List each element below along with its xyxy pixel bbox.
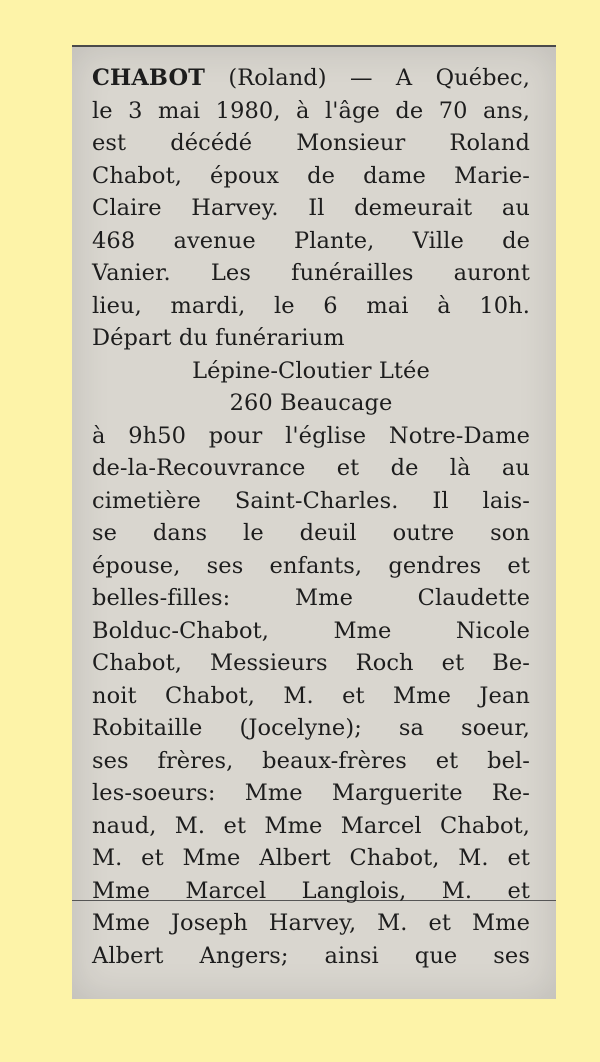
text-line: à 9h50 pour l'église Notre-Dame — [92, 422, 530, 449]
text-line: ses frères, beaux-frères et bel- — [92, 747, 530, 774]
text-line: Chabot, Messieurs Roch et Be- — [92, 650, 530, 676]
text-line: belles-filles: Mme Claudette — [92, 585, 530, 611]
text-line: Robitaille (Jocelyne); sa soeur, — [92, 715, 530, 741]
text-line: noit Chabot, M. et Mme Jean — [92, 682, 530, 709]
text-line: cimetière Saint-Charles. Il lais- — [92, 487, 530, 514]
text-line: lieu, mardi, le 6 mai à 10h. — [92, 292, 530, 319]
heading-rest: (Roland) — A Québec, — [205, 65, 530, 91]
text-line: M. et Mme Albert Chabot, M. et — [92, 845, 530, 871]
funeral-home-address: 260 Beaucage — [229, 390, 393, 416]
text-line: épouse, ses enfants, gendres et — [92, 552, 530, 579]
obituary-text — [92, 62, 530, 972]
text-line: Chabot, époux de dame Marie- — [92, 162, 530, 189]
text-line: 468 avenue Plante, Ville de — [92, 227, 530, 254]
funeral-home-name: Lépine-Cloutier Ltée — [192, 357, 430, 384]
departure-line: Départ du funérarium — [92, 325, 345, 351]
text-line: les-soeurs: Mme Marguerite Re- — [92, 780, 530, 806]
text-line: Mme Marcel Langlois, M. et — [92, 877, 530, 904]
text-line: Mme Joseph Harvey, M. et Mme — [92, 910, 530, 936]
deceased-surname: CHABOT — [92, 65, 206, 91]
text-line: Claire Harvey. Il demeurait au — [92, 195, 530, 221]
text-line: naud, M. et Mme Marcel Chabot, — [92, 812, 530, 839]
text-line: Vanier. Les funérailles auront — [92, 260, 530, 286]
text-line: Albert Angers; ainsi que ses — [92, 942, 530, 969]
text-line: Bolduc-Chabot, Mme Nicole — [92, 617, 530, 644]
text-line: le 3 mai 1980, à l'âge de 70 ans, — [92, 97, 530, 124]
text-line: de-la-Recouvrance et de là au — [92, 455, 530, 481]
obituary-heading-line — [92, 62, 530, 95]
text-line: se dans le deuil outre son — [92, 520, 530, 546]
text-line: est décédé Monsieur Roland — [92, 130, 530, 156]
